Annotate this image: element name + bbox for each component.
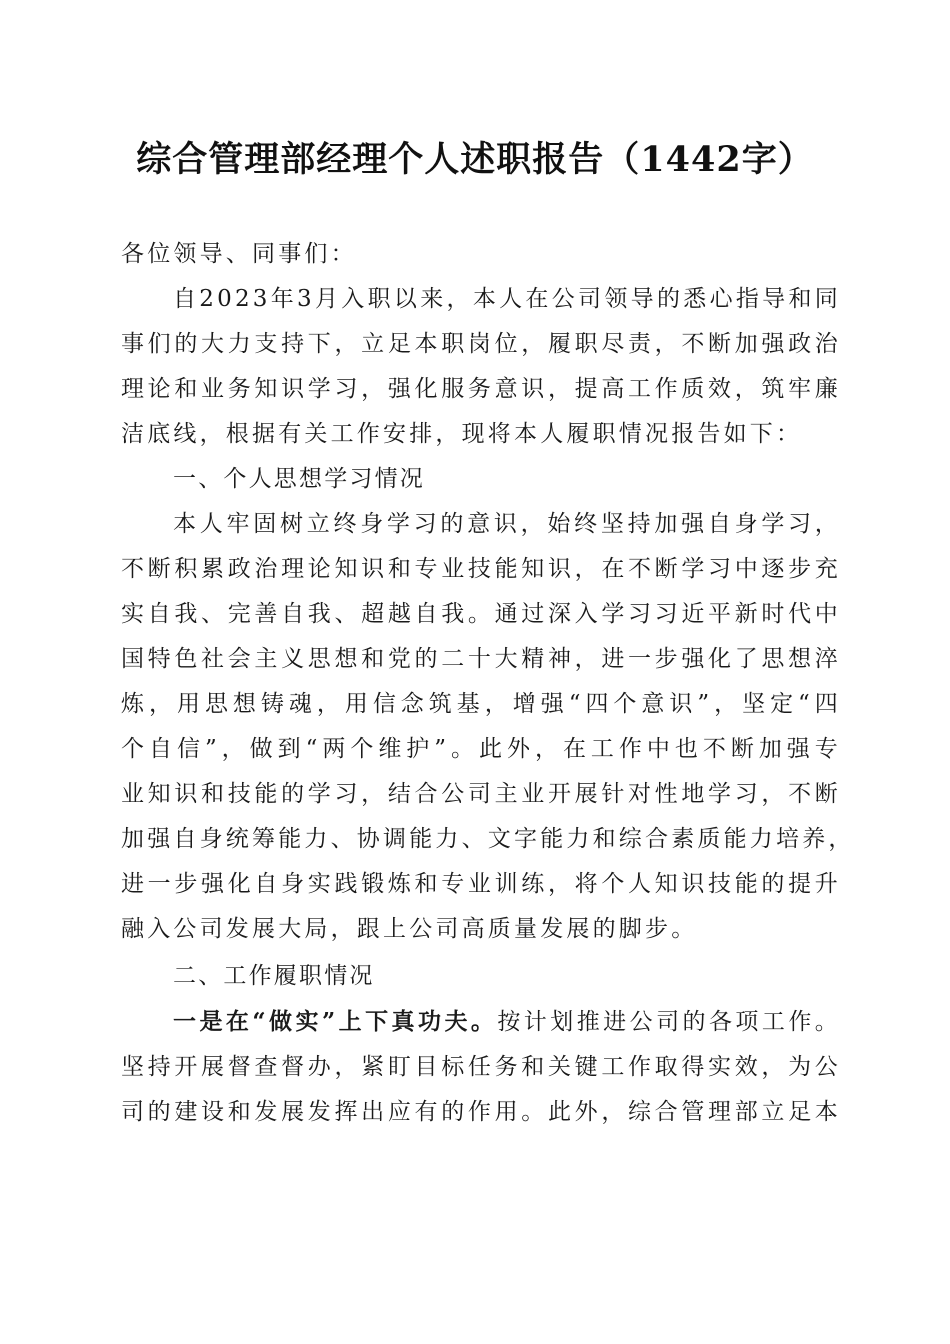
section-heading-1 — [121, 457, 841, 502]
section1-paragraph — [121, 502, 855, 952]
section-heading-2 — [121, 954, 841, 999]
section2-paragraph — [121, 999, 841, 1135]
document-title: 综合管理部经理个人述职报告（1442字） — [136, 139, 814, 180]
paragraph-line: 洁底线，根据有关工作安排，现将本人履职情况报告如下： — [121, 421, 803, 447]
paragraph-line: 炼，用思想铸魂，用信念筑基，增强“四个意识”，坚定“四 — [121, 691, 841, 717]
paragraph-line: 实自我、完善自我、超越自我。通过深入学习习近平新时代中 — [121, 601, 841, 627]
paragraph-line: 本人牢固树立终身学习的意识，始终坚持加强自身学习， — [173, 511, 841, 537]
paragraph-line — [121, 999, 841, 1045]
paragraph-line: 事们的大力支持下，立足本职岗位，履职尽责，不断加强政治 — [121, 331, 841, 357]
lead-phrase: 一是在“做实”上下真功夫。 — [173, 1008, 498, 1035]
intro-paragraph — [121, 277, 841, 457]
paragraph-line: 进一步强化自身实践锻炼和专业训练，将个人知识技能的提升 — [121, 871, 841, 897]
paragraph-line: 坚持开展督查督办，紧盯目标任务和关键工作取得实效，为公 — [121, 1054, 841, 1080]
paragraph-line: 加强自身统筹能力、协调能力、文字能力和综合素质能力培养， — [121, 826, 855, 852]
salutation — [121, 232, 841, 277]
paragraph-line: 司的建设和发展发挥出应有的作用。此外，综合管理部立足本 — [121, 1099, 841, 1125]
document-body — [121, 232, 855, 1135]
paragraph-line: 理论和业务知识学习，强化服务意识，提高工作质效，筑牢廉 — [121, 376, 841, 402]
lead-rest: 按计划推进公司的各项工作。 — [497, 1009, 841, 1035]
paragraph-line: 不断积累政治理论知识和专业技能知识，在不断学习中逐步充 — [121, 556, 841, 582]
heading-line: 二、工作履职情况 — [173, 963, 375, 989]
heading-line: 一、个人思想学习情况 — [173, 466, 425, 492]
salutation-line: 各位领导、同事们： — [121, 241, 357, 267]
paragraph-line: 融入公司发展大局，跟上公司高质量发展的脚步。 — [121, 916, 698, 942]
paragraph-line: 自2023年3月入职以来，本人在公司领导的悉心指导和同 — [173, 286, 841, 312]
paragraph-line: 国特色社会主义思想和党的二十大精神，进一步强化了思想淬 — [121, 646, 841, 672]
paragraph-line: 业知识和技能的学习，结合公司主业开展针对性地学习，不断 — [121, 781, 841, 807]
paragraph-line: 个自信”，做到“两个维护”。此外，在工作中也不断加强专 — [121, 736, 841, 762]
